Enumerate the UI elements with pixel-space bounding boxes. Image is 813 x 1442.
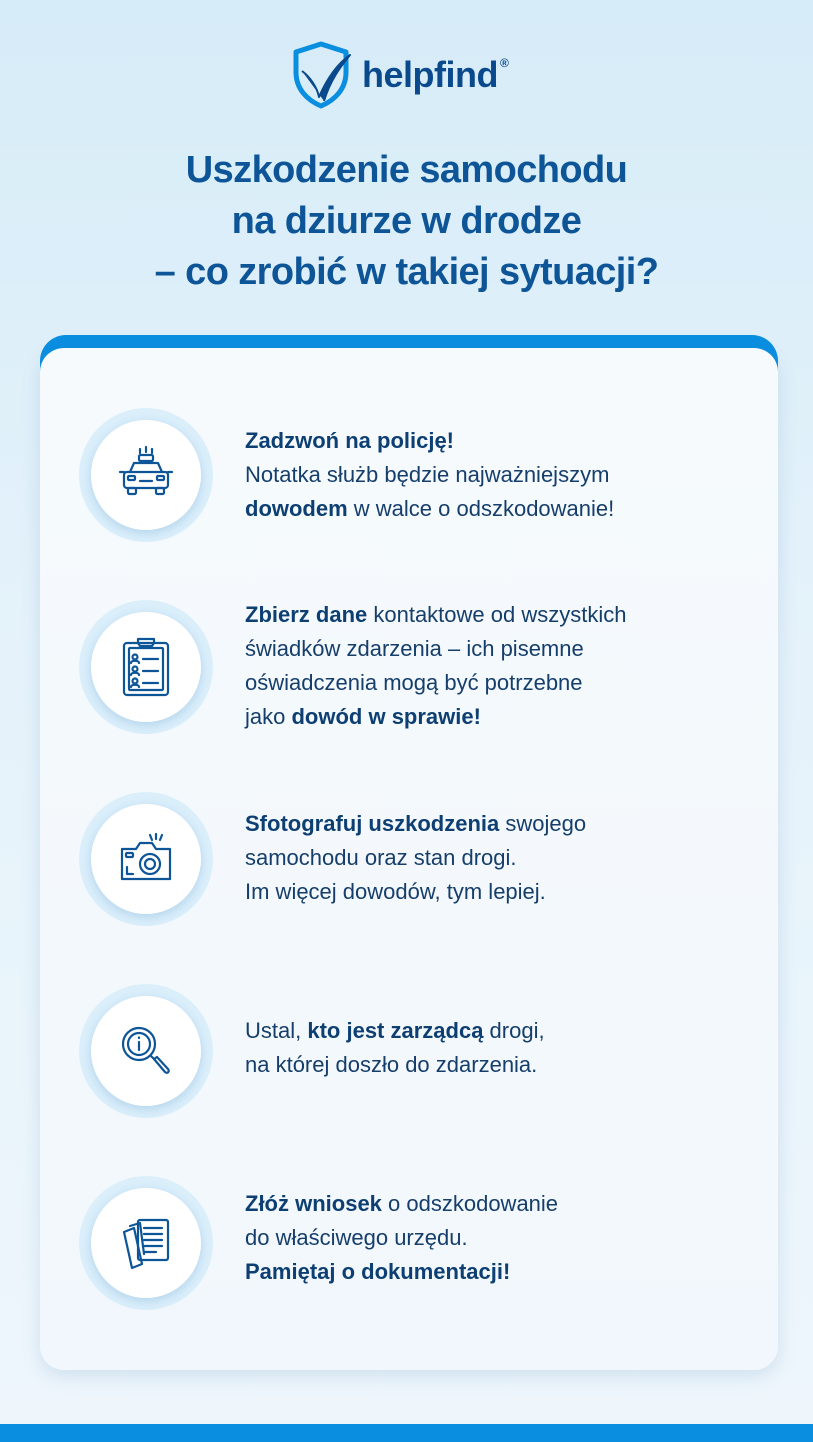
step-2-line-3: oświadczenia mogą być potrzebne [245,670,583,695]
step-3-line-1: swojego [499,811,587,836]
step-4-line-2: na której doszło do zdarzenia. [245,1052,538,1077]
step-3-heading: Sfotografuj uszkodzenia [245,811,500,836]
step-icon-circle [79,408,213,542]
step-3-line-2: samochodu oraz stan drogi. [245,845,517,870]
magnifier-info-icon [117,1022,175,1080]
step-1-line-3: w walce o odszkodowanie! [347,496,615,521]
step-2-line-1: kontaktowe od wszystkich [367,602,627,627]
step-1-line-2: Notatka służb będzie najważniejszym [245,462,610,487]
clipboard-checklist-icon [118,636,174,698]
step-2-line-2: świadków zdarzenia – ich pisemne [245,636,584,661]
step-icon-circle [79,1176,213,1310]
title-line-2: na dziurze w drodze [231,200,582,242]
step-4-emphasis: kto jest zarządcą [307,1018,484,1043]
step-5-line-1: o odszkodowanie [381,1191,559,1216]
step-1-heading: Zadzwoń na policję! [245,428,455,453]
step-3-line-3: Im więcej dowodów, tym lepiej. [245,879,546,904]
camera-icon [116,831,176,887]
step-4-line-1: Ustal, [245,1018,308,1043]
step-5-heading: Złóż wniosek [245,1191,382,1216]
step-2-emphasis: dowód w sprawie! [291,704,481,729]
step-icon-circle [79,600,213,734]
step-icon-circle [79,792,213,926]
step-1-emphasis: dowodem [245,496,348,521]
step-icon-circle [79,984,213,1118]
step-2-line-4: jako [245,704,292,729]
police-car-icon [116,445,176,505]
brand-name: helpfind ® [362,54,509,95]
documents-icon [116,1214,176,1272]
step-5-line-2: do właściwego urzędu. [245,1225,468,1250]
brand-logo [290,40,508,110]
title-line-3: – co zrobić w takiej sytuacji? [154,251,659,293]
step-5-emphasis: Pamiętaj o dokumentacji! [245,1259,511,1284]
title-line-1: Uszkodzenie samochodu [185,149,628,191]
shield-icon [290,41,352,109]
step-2-heading: Zbierz dane [245,602,368,627]
steps-card [40,348,778,1370]
step-4-line-1-end: drogi, [483,1018,545,1043]
bottom-accent-bar [0,1424,813,1442]
page-title [0,145,813,298]
